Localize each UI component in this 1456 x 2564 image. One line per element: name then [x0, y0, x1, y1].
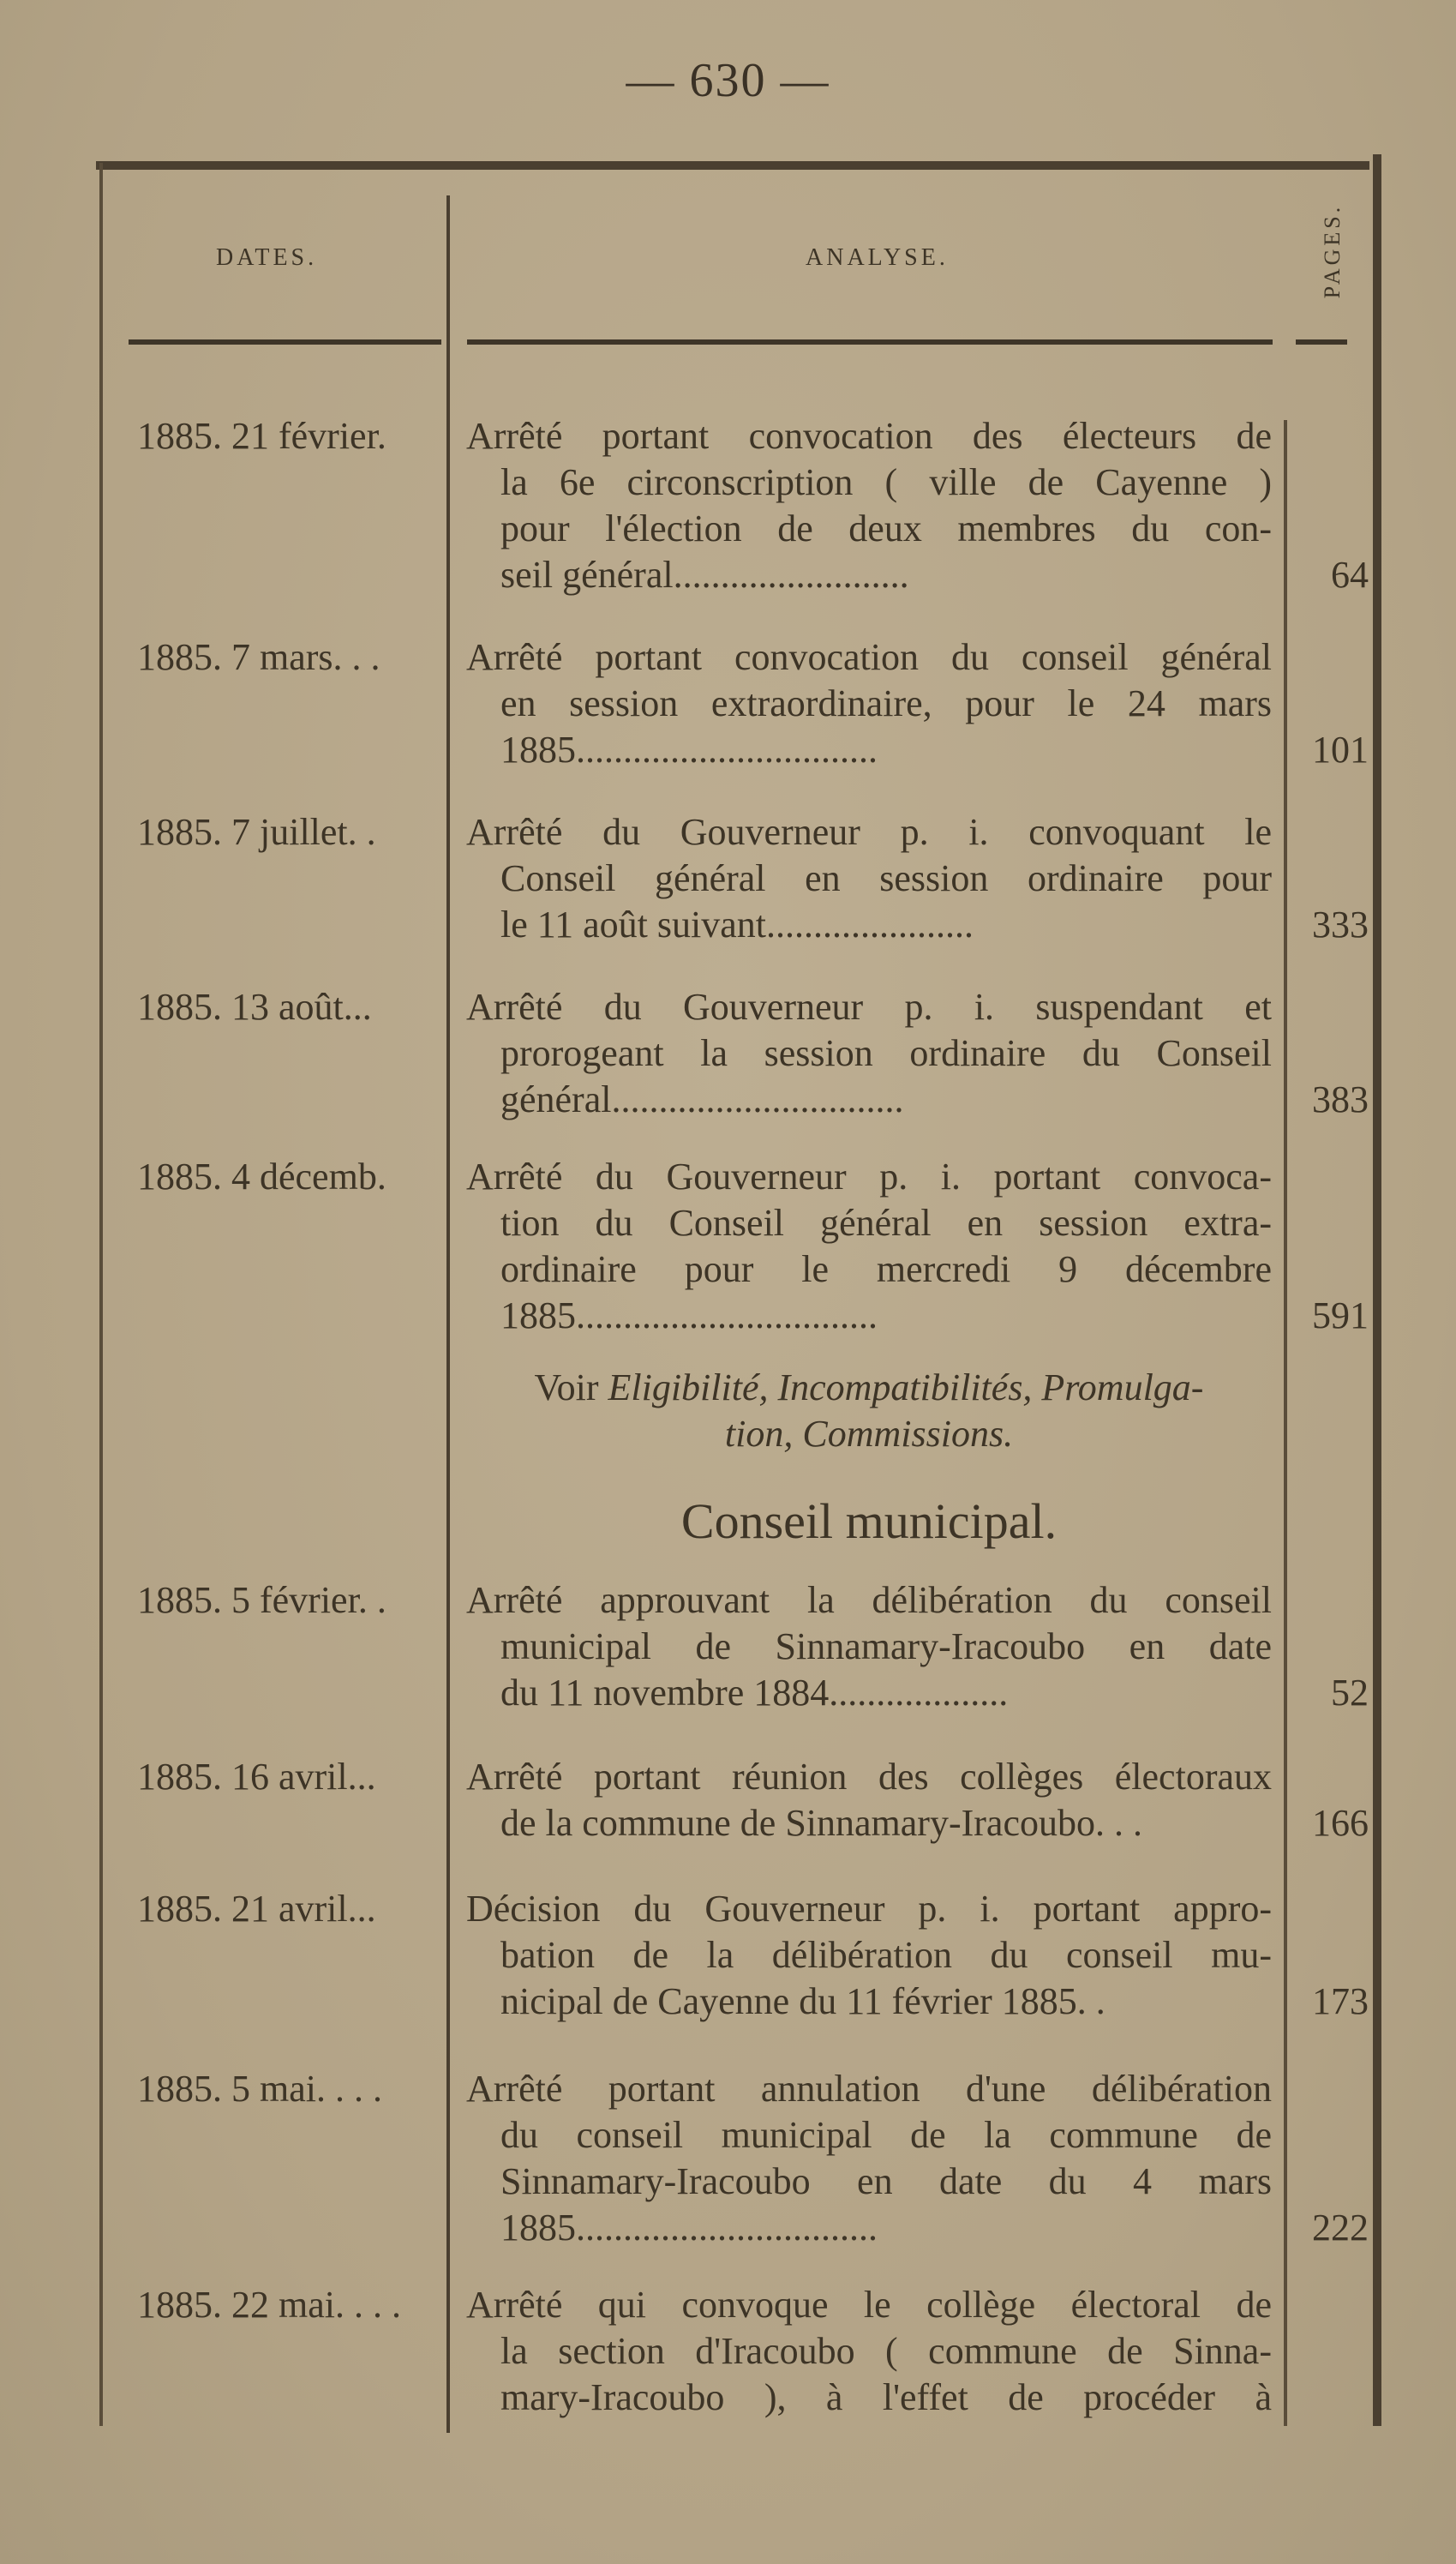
table-right-rule	[1373, 154, 1381, 2426]
analyse-line: municipal de Sinnamary-Iracoubo en date	[500, 1625, 1272, 1667]
entry-analyse	[466, 2282, 1272, 2421]
see-also-references: Eligibilité, Incompatibilités, Promulga-	[608, 1366, 1204, 1408]
column-header-analyse: ANALYSE.	[806, 244, 949, 271]
page-ref: 591	[1312, 1294, 1369, 1336]
entry-date: 1885. 22 mai. . . .	[137, 2284, 401, 2326]
analyse-line: Arrêté portant réunion des collèges électoraux	[466, 1756, 1272, 1798]
analyse-line: Décision du Gouverneur p. i. portant appro-	[466, 1888, 1272, 1930]
entry-date: 1885. 16 avril...	[137, 1756, 376, 1798]
analyse-line: tion du Conseil général en session extra-	[500, 1202, 1272, 1244]
column-header-pages	[1315, 178, 1350, 324]
page-ref: 383	[1312, 1078, 1369, 1120]
entry-analyse	[466, 2066, 1272, 2251]
entry-analyse	[466, 1577, 1272, 1716]
entry-date: 1885. 21 avril...	[137, 1888, 376, 1930]
analyse-line: mary-Iracoubo ), à l'effet de procéder à	[500, 2376, 1272, 2418]
analyse-line: Arrêté portant annulation d'une délibération	[466, 2068, 1272, 2110]
entry-date: 1885. 5 février. .	[137, 1579, 386, 1621]
page-number: — 630 —	[626, 54, 830, 107]
see-also-references-cont: tion, Commissions.	[724, 1413, 1014, 1455]
page-ref: 52	[1331, 1672, 1369, 1714]
column-separator-dates	[446, 195, 450, 2433]
analyse-line: 1885................................	[500, 2207, 878, 2249]
entry-analyse	[466, 809, 1272, 948]
analyse-line: en session extraordinaire, pour le 24 mars	[500, 682, 1272, 724]
see-also-line-1	[466, 1365, 1272, 1411]
analyse-line: Arrêté portant convocation du conseil général	[466, 636, 1272, 678]
see-also-note	[466, 1365, 1272, 1457]
analyse-line: Conseil général en session ordinaire pour	[500, 857, 1272, 899]
header-rule-analyse	[467, 339, 1273, 345]
analyse-line: seil général.........................	[500, 554, 909, 596]
entry-analyse	[466, 984, 1272, 1123]
see-also-prefix: Voir	[534, 1366, 608, 1408]
analyse-line: 1885................................	[500, 1294, 878, 1336]
page-ref: 101	[1312, 729, 1369, 771]
analyse-line: général...............................	[500, 1078, 904, 1120]
analyse-line: 1885................................	[500, 729, 878, 771]
column-separator-pages	[1284, 420, 1287, 2426]
entry-analyse	[466, 1754, 1272, 1846]
entry-date: 1885. 13 août...	[137, 986, 372, 1028]
analyse-line: Arrêté du Gouverneur p. i. convoquant le	[466, 811, 1272, 853]
analyse-line: Arrêté du Gouverneur p. i. suspendant et	[466, 986, 1272, 1028]
column-header-pages-label: PAGES.	[1320, 203, 1345, 299]
entry-date: 1885. 4 décemb.	[137, 1156, 386, 1198]
table-top-rule	[96, 161, 1369, 170]
analyse-line: Arrêté portant convocation des électeurs de	[466, 415, 1272, 457]
analyse-line: bation de la délibération du conseil mu-	[500, 1934, 1272, 1976]
header-rule-dates	[129, 339, 441, 345]
analyse-line: nicipal de Cayenne du 11 février 1885. .	[500, 1980, 1105, 2022]
analyse-line: Arrêté du Gouverneur p. i. portant convoca-	[466, 1156, 1272, 1198]
analyse-line: de la commune de Sinnamary-Iracoubo. . .	[500, 1802, 1142, 1844]
analyse-line: pour l'élection de deux membres du con-	[500, 507, 1272, 549]
column-header-dates: DATES.	[216, 244, 318, 271]
header-rule-pages	[1296, 339, 1347, 345]
analyse-line: prorogeant la session ordinaire du Conseil	[500, 1032, 1272, 1074]
entry-date: 1885. 5 mai. . . .	[137, 2068, 382, 2110]
see-also-line-2	[466, 1411, 1272, 1457]
analyse-line: Arrêté qui convoque le collège électoral de	[466, 2284, 1272, 2326]
analyse-line: Arrêté approuvant la délibération du conseil	[466, 1579, 1272, 1621]
page-ref: 64	[1331, 554, 1369, 596]
analyse-line: le 11 août suivant......................	[500, 904, 974, 946]
analyse-line: la 6e circonscription ( ville de Cayenne )	[500, 461, 1272, 503]
entry-analyse	[466, 1154, 1272, 1339]
page-ref: 173	[1312, 1980, 1369, 2022]
entry-analyse	[466, 634, 1272, 773]
table-left-rule	[99, 163, 103, 2426]
analyse-line: ordinaire pour le mercredi 9 décembre	[500, 1248, 1272, 1290]
analyse-line: Sinnamary-Iracoubo en date du 4 mars	[500, 2160, 1272, 2202]
page-ref: 166	[1312, 1802, 1369, 1844]
page-ref: 222	[1312, 2207, 1369, 2249]
entry-date: 1885. 21 février.	[137, 415, 386, 457]
section-title: Conseil municipal.	[680, 1493, 1058, 1549]
analyse-line: du conseil municipal de la commune de	[500, 2114, 1272, 2156]
entry-date: 1885. 7 juillet. .	[137, 811, 376, 853]
analyse-line: du 11 novembre 1884...................	[500, 1672, 1009, 1714]
analyse-line: la section d'Iracoubo ( commune de Sinna-	[500, 2330, 1272, 2372]
entry-analyse	[466, 413, 1272, 598]
entry-date: 1885. 7 mars. . .	[137, 636, 380, 678]
page-ref: 333	[1312, 904, 1369, 946]
entry-analyse	[466, 1886, 1272, 2025]
